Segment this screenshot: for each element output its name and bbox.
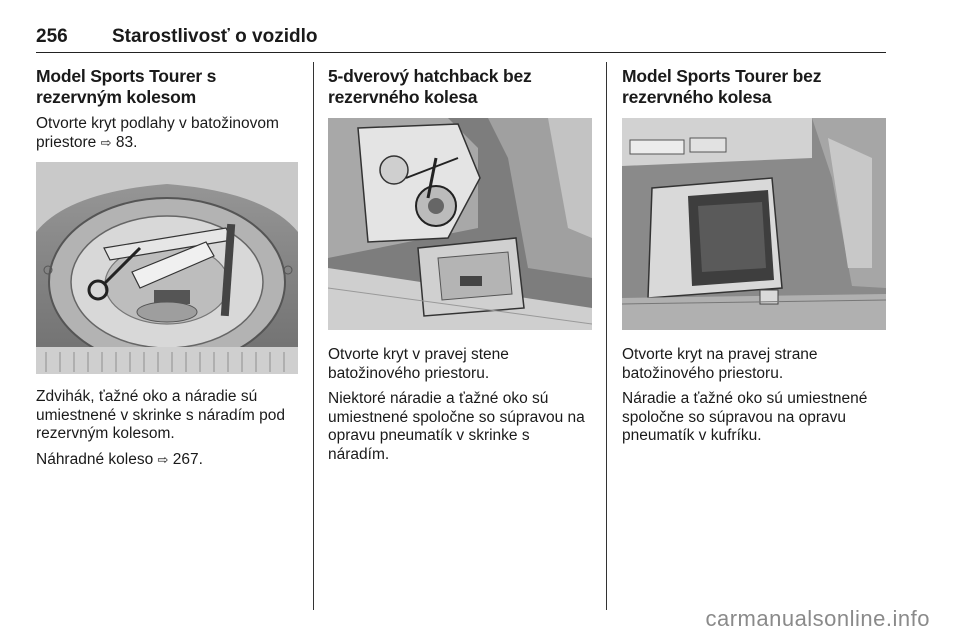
section-heading: Model Sports Tourer bez rezervného kolesa — [622, 66, 822, 107]
page-reference-arrow-icon: ⇨ — [100, 134, 112, 150]
body-paragraph-ref — [36, 451, 300, 470]
sports-tourer-side-compartment-figure — [622, 118, 886, 330]
column-sports-tourer-spare — [36, 66, 300, 469]
body-paragraph: Otvorte kryt v pravej stene batožinového priestoru. — [328, 346, 509, 382]
body-paragraph: Zdvihák, ťažné oko a náradie sú umiestnené v skrinke s náradím pod rezervným kolesom. — [36, 388, 285, 442]
column-hatchback-no-spare — [328, 66, 592, 464]
intro-text: Otvorte kryt podlahy v batožinovom priestore — [36, 115, 279, 151]
section-heading: Model Sports Tourer s rezervným kolesom — [36, 66, 217, 107]
page-reference-arrow-icon: ⇨ — [157, 451, 169, 467]
header-rule — [36, 52, 886, 53]
spare-wheel-tools-figure — [36, 162, 298, 374]
body-paragraph: Niektoré náradie a ťažné oko sú umiestnené spoločne so súpravou na opravu pneumatík v skrinke s náradím. — [328, 390, 585, 463]
section-heading: 5-dverový hatchback bez rezervného kolesa — [328, 66, 532, 107]
body-paragraph: Otvorte kryt na pravej strane batožinového priestoru. — [622, 346, 818, 382]
hatchback-side-compartment-figure — [328, 118, 592, 330]
column-sports-tourer-no-spare — [622, 66, 886, 446]
column-divider — [606, 62, 607, 610]
page-header — [36, 26, 886, 50]
page-reference-link[interactable]: 83. — [115, 133, 138, 151]
body-paragraph: Náradie a ťažné oko sú umiestnené spoločne so súpravou na opravu pneumatík v kufríku. — [622, 390, 868, 444]
column-divider — [313, 62, 314, 610]
page-reference-link[interactable]: 267. — [172, 450, 203, 468]
chapter-title: Starostlivosť o vozidlo — [112, 26, 318, 47]
watermark: carmanualsonline.info — [705, 606, 930, 631]
ref-text: Náhradné koleso — [36, 450, 154, 468]
intro-paragraph — [36, 115, 300, 152]
page-number: 256 — [36, 26, 68, 47]
